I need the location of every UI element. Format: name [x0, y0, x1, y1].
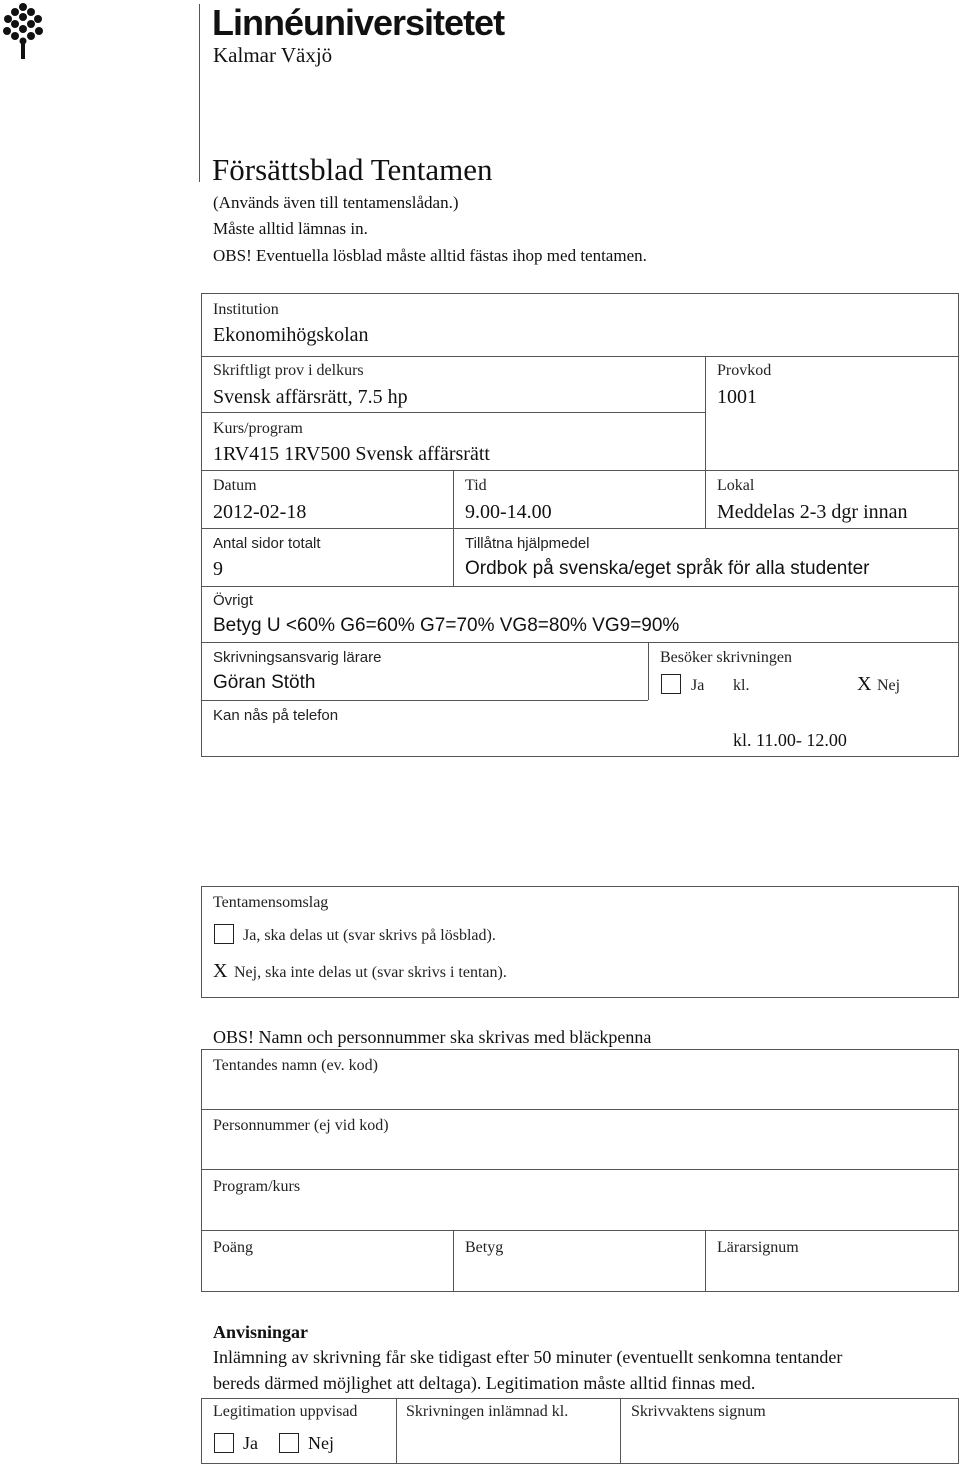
time-value: 9.00-14.00	[465, 501, 552, 523]
student-table	[201, 1049, 959, 1292]
provkod-label: Provkod	[717, 362, 772, 379]
row-divider	[201, 412, 705, 413]
phone-time: kl. 11.00- 12.00	[733, 730, 847, 750]
row-divider	[201, 700, 648, 701]
id-ja-label: Ja	[243, 1433, 258, 1453]
submitted-field[interactable]: Skrivningen inlämnad kl.	[406, 1403, 569, 1420]
provkod-value: 1001	[717, 386, 757, 408]
visit-ja-checkbox[interactable]	[661, 674, 681, 694]
other-value: Betyg U <60% G6=60% G7=70% VG8=80% VG9=90%	[213, 615, 680, 636]
pages-label: Antal sidor totalt	[213, 535, 321, 552]
cover-yes-label: Ja, ska delas ut (svar skrivs på lösblad).	[243, 927, 496, 944]
other-label: Övrigt	[213, 592, 254, 609]
room-value: Meddelas 2-3 dgr innan	[717, 501, 908, 523]
name-field[interactable]: Tentandes namn (ev. kod)	[213, 1057, 378, 1074]
aids-label: Tillåtna hjälpmedel	[465, 535, 590, 552]
teacher-value: Göran Stöth	[213, 672, 316, 693]
visit-nej-mark[interactable]: X	[857, 673, 872, 695]
instructions-line-1: Inlämning av skrivning får ske tidigast efter 50 minuter (eventuellt senkomna tentander	[213, 1347, 843, 1367]
logo	[0, 0, 540, 75]
cover-yes-checkbox[interactable]	[214, 924, 234, 944]
institution-value: Ekonomihögskolan	[213, 324, 369, 346]
cover-no-mark[interactable]: X	[213, 960, 228, 982]
grade-field[interactable]: Betyg	[465, 1239, 504, 1256]
course-value: 1RV415 1RV500 Svensk affärsrätt	[213, 443, 490, 465]
ink-note: OBS! Namn och personnummer ska skrivas med bläckpenna	[213, 1027, 652, 1047]
col-divider	[620, 1398, 621, 1464]
aids-value: Ordbok på svenska/eget språk för alla studenter	[465, 558, 870, 579]
pnr-field[interactable]: Personnummer (ej vid kod)	[213, 1117, 389, 1134]
room-label: Lokal	[717, 477, 755, 494]
row-divider	[201, 642, 959, 643]
guard-sign-field[interactable]: Skrivvaktens signum	[631, 1403, 766, 1420]
col-divider	[705, 412, 706, 528]
header-line-3: OBS! Eventuella lösblad måste alltid fästas ihop med tentamen.	[213, 246, 647, 265]
col-divider	[705, 1230, 706, 1292]
cover-label: Tentamensomslag	[213, 894, 329, 911]
exam-label: Skriftligt prov i delkurs	[213, 362, 364, 379]
logo-name: Linnéuniversitetet	[212, 2, 505, 43]
tree-logo-icon	[2, 2, 44, 60]
header-line-1: (Används även till tentamenslådan.)	[213, 193, 459, 212]
program-field[interactable]: Program/kurs	[213, 1178, 301, 1195]
logo-subtitle: Kalmar Växjö	[213, 43, 333, 67]
phone-label: Kan nås på telefon	[213, 707, 339, 724]
cover-no-label: Nej, ska inte delas ut (svar skrivs i tentan).	[234, 964, 507, 981]
id-nej-checkbox[interactable]	[279, 1433, 299, 1453]
institution-label: Institution	[213, 301, 279, 318]
visit-kl-label: kl.	[733, 677, 750, 694]
teacher-label: Skrivningsansvarig lärare	[213, 649, 382, 666]
col-divider	[453, 1230, 454, 1292]
col-divider	[705, 356, 706, 412]
points-field[interactable]: Poäng	[213, 1239, 253, 1256]
row-divider	[201, 1230, 959, 1231]
visit-ja-label: Ja	[691, 677, 705, 694]
visit-label: Besöker skrivningen	[660, 649, 792, 666]
id-ja-checkbox[interactable]	[214, 1433, 234, 1453]
row-divider	[201, 470, 959, 471]
sign-field[interactable]: Lärarsignum	[717, 1239, 799, 1256]
exam-value: Svensk affärsrätt, 7.5 hp	[213, 386, 408, 408]
row-divider	[201, 1169, 959, 1170]
page-title: Försättsblad Tentamen	[212, 152, 493, 187]
row-divider	[201, 1109, 959, 1110]
date-label: Datum	[213, 477, 257, 494]
id-nej-label: Nej	[308, 1433, 334, 1453]
visit-nej-label: Nej	[877, 677, 901, 694]
time-label: Tid	[465, 477, 487, 494]
col-divider	[396, 1398, 397, 1464]
instructions-heading: Anvisningar	[213, 1322, 309, 1342]
row-divider	[201, 528, 959, 529]
logo-divider	[199, 4, 200, 182]
row-divider	[201, 356, 959, 357]
row-divider	[201, 586, 959, 587]
date-value: 2012-02-18	[213, 501, 307, 523]
pages-value: 9	[213, 558, 223, 580]
course-label: Kurs/program	[213, 420, 303, 437]
id-label: Legitimation uppvisad	[213, 1403, 358, 1420]
col-divider	[648, 642, 649, 700]
instructions-line-2: bereds därmed möjlighet att deltaga). Legitimation måste alltid finnas med.	[213, 1373, 756, 1393]
header-line-2: Måste alltid lämnas in.	[213, 219, 368, 238]
